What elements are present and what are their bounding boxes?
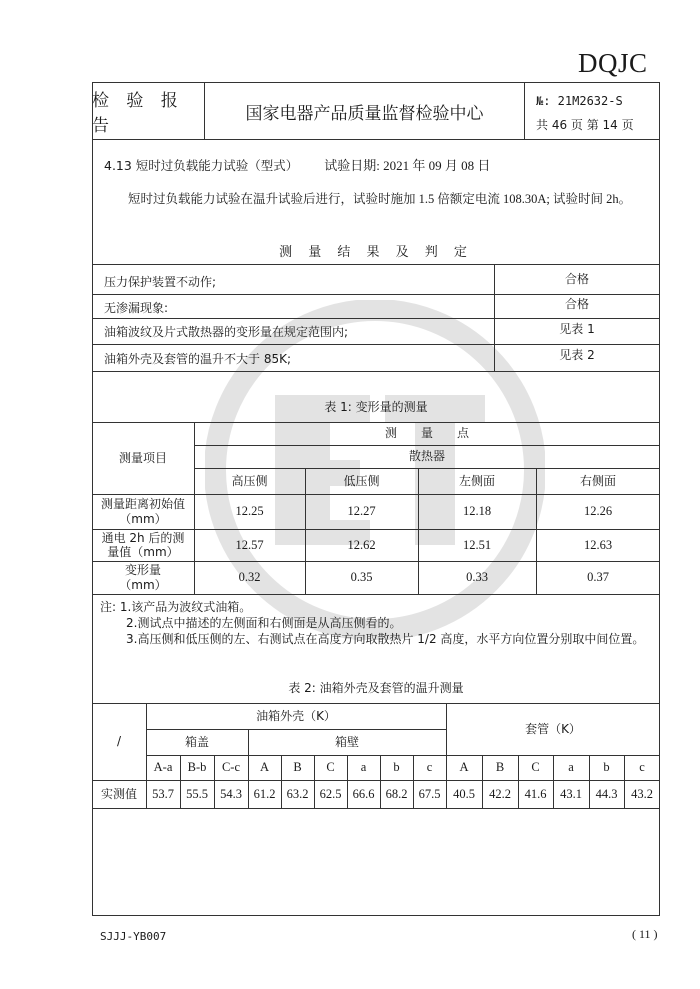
result-value-3: 见表 1 — [559, 321, 595, 336]
table1-points-header: 测 量 点 — [384, 426, 469, 441]
table2-col: a — [360, 760, 367, 774]
table2-value: 55.5 — [186, 786, 208, 801]
table2-corner: / — [116, 734, 122, 749]
table2-col: b — [393, 760, 400, 774]
table1-cell: 12.51 — [462, 537, 492, 552]
table1-title: 表 1: 变形量的测量 — [324, 400, 428, 414]
sheet-number: ( 11 ) — [632, 927, 658, 941]
table2-col: A — [459, 760, 469, 774]
table1-cell: 0.33 — [466, 570, 488, 584]
result-value-4: 见表 2 — [559, 347, 595, 362]
result-value-1: 合格 — [564, 271, 589, 286]
table2-wall-header: 箱壁 — [334, 734, 359, 749]
table2-value: 44.3 — [595, 786, 618, 801]
table1-col-hv: 高压侧 — [231, 473, 268, 488]
table2-value: 43.1 — [560, 786, 582, 801]
table2-col: c — [639, 760, 645, 774]
note-line-1: 注: 1.该产品为波纹式油箱。 — [100, 600, 252, 614]
table2-value: 66.6 — [352, 786, 375, 801]
section-heading — [104, 155, 490, 174]
table1-row-label: 变形量（mm） — [119, 563, 167, 592]
table1-cell: 0.35 — [350, 570, 373, 584]
table2-col: a — [568, 760, 574, 774]
table2-value: 41.6 — [524, 786, 547, 801]
note-line-2: 2.测试点中描述的左侧面和右侧面是从高压侧看的。 — [126, 616, 402, 630]
table1-cell: 0.37 — [587, 570, 609, 584]
table2-col: B-b — [187, 760, 207, 774]
results-title: 测 量 结 果 及 判 定 — [279, 245, 473, 260]
center-name: 国家电器产品质量监督检验中心 — [205, 82, 525, 140]
page-info: 共 46 页 第 14 页 — [536, 118, 634, 132]
table2-cover-header: 箱盖 — [184, 734, 209, 749]
table2-col: C — [326, 760, 335, 774]
table2-value: 62.5 — [319, 786, 342, 801]
table2-value: 53.7 — [152, 786, 174, 801]
note-line-3: 3.高压侧和低压侧的左、右测试点在高度方向取散热片 1/2 高度，水平方向位置分别取中间位置。 — [126, 632, 645, 646]
table2-col: B — [495, 760, 505, 774]
table1-row-label: 测量距离初始值（mm） — [100, 497, 185, 526]
test-date: 试验日期: 2021 年 09 月 08 日 — [324, 158, 491, 173]
table2-title: 表 2: 油箱外壳及套管的温升测量 — [288, 681, 464, 695]
result-value-2: 合格 — [564, 296, 589, 311]
table1-col-right: 右侧面 — [579, 473, 616, 488]
table2-col: C — [531, 760, 540, 774]
table2-col: A-a — [153, 760, 173, 774]
table2-value: 68.2 — [385, 786, 408, 801]
table1-cell: 12.27 — [347, 504, 376, 518]
brand-mark: DQJC — [578, 48, 648, 78]
table1-col-left: 左侧面 — [458, 473, 495, 488]
table1-radiator-header: 散热器 — [408, 449, 445, 464]
table1-cell: 12.62 — [347, 537, 376, 552]
form-code: SJJJ-YB007 — [100, 930, 167, 943]
table2-value: 42.2 — [489, 786, 511, 801]
table2-value: 61.2 — [253, 786, 276, 801]
test-description: 短时过负载能力试验在温升试验后进行，试验时施加 1.5 倍额定电流 108.30A; 试验时间 2h。 — [128, 192, 632, 206]
table2-col: c — [426, 760, 433, 774]
section-title: 4.13 短时过负载能力试验（型式） — [104, 158, 299, 173]
table1-col-lv: 低压侧 — [343, 473, 380, 488]
result-item-3: 油箱波纹及片式散热器的变形量在规定范围内; — [104, 324, 349, 339]
table1-item-header: 测量项目 — [118, 450, 167, 465]
table2-col: A — [259, 760, 270, 774]
table2-value: 43.2 — [631, 786, 653, 801]
table2-value: 63.2 — [286, 786, 309, 801]
table1-cell: 12.18 — [462, 504, 492, 518]
table2-col: C-c — [221, 760, 241, 774]
report-label: 检 验 报 告 — [92, 82, 205, 140]
table2-bushing-header: 套管（K） — [525, 721, 581, 736]
report-number: №: 21M2632-S — [536, 94, 623, 108]
table2-row-label: 实测值 — [100, 786, 137, 801]
table2-col: b — [603, 760, 610, 774]
table1-cell: 12.63 — [583, 537, 613, 552]
table1-cell: 12.25 — [235, 504, 264, 518]
table2-col: B — [293, 760, 302, 774]
table1-cell: 12.57 — [235, 537, 264, 552]
table1-cell: 12.26 — [583, 504, 613, 518]
table2-value: 40.5 — [453, 786, 475, 801]
table2-value: 54.3 — [220, 786, 242, 801]
table1-cell: 0.32 — [238, 570, 261, 584]
table1-row-label: 通电 2h 后的测量值（mm） — [101, 530, 185, 559]
result-item-1: 压力保护装置不动作; — [104, 274, 217, 289]
table2-tank-header: 油箱外壳（K） — [256, 708, 336, 723]
result-item-2: 无渗漏现象: — [104, 300, 169, 315]
table2-value: 67.5 — [418, 786, 441, 801]
result-item-4: 油箱外壳及套管的温升不大于 85K; — [104, 351, 291, 366]
